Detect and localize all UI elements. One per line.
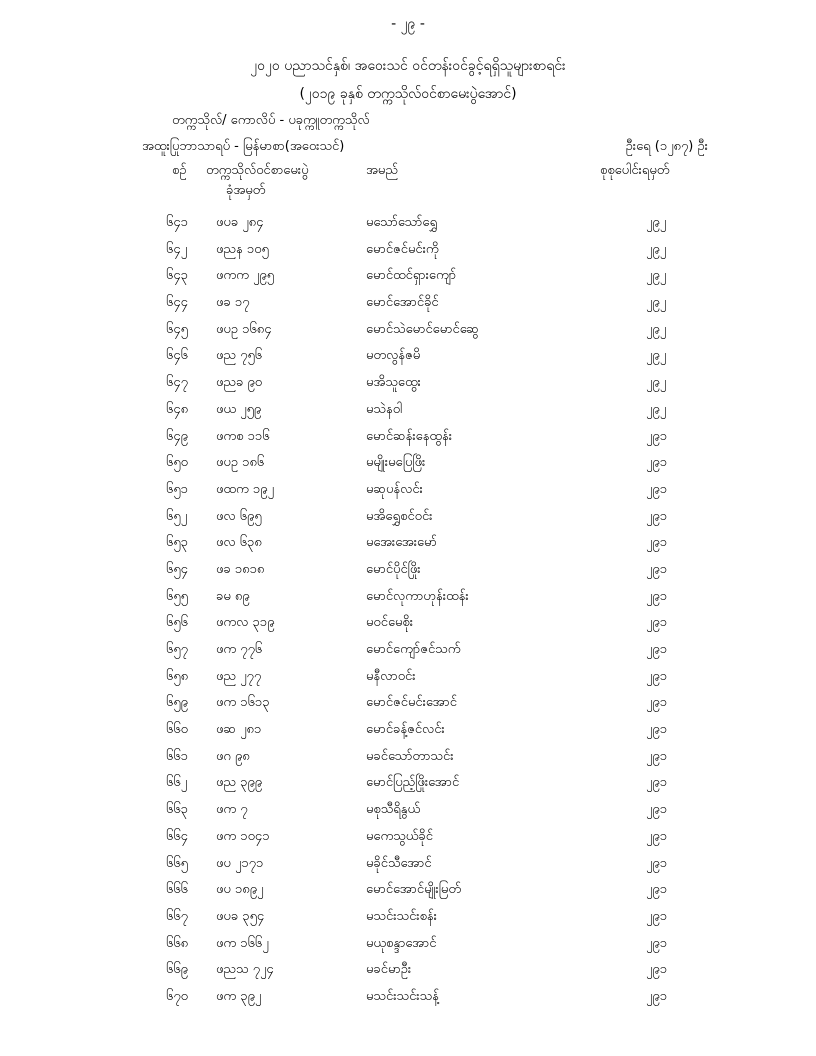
roll-number: ဖကစ ၁၁၆ (216, 428, 270, 444)
roll-number: ဖက ၇၇၆ (216, 642, 263, 657)
table-row (0, 935, 816, 962)
table-row (0, 401, 816, 428)
table-row (0, 988, 816, 1015)
total-marks: ၂၉၁ (646, 882, 668, 898)
row-number: ၆၅၅ (166, 588, 188, 604)
row-number: ၆၆၆ (166, 882, 188, 898)
total-marks: ၂၉၂ (646, 295, 667, 311)
student-name: မောင်ကျော်ဇင်သက် (366, 642, 461, 657)
total-marks: ၂၉၁ (646, 588, 668, 604)
table-row (0, 855, 816, 882)
student-name: မခင်မာဦး (366, 962, 412, 978)
table-row (0, 881, 816, 908)
document-subtitle: (၂၀၁၉ ခုနှစ် တက္ကသိုလ်ဝင်စာမေးပွဲအောင်) (299, 86, 517, 102)
total-marks: ၂၉၁ (646, 802, 668, 818)
student-name: မောင်ခန့်ဇင်လင်း (366, 722, 445, 738)
row-number: ၆၅၂ (166, 508, 188, 524)
row-number: ၆၅၀ (166, 455, 188, 471)
table-row (0, 374, 816, 401)
student-name: မစုသီရိနွယ် (366, 802, 421, 818)
row-number: ၆၅၉ (166, 695, 188, 711)
table-row (0, 508, 816, 535)
row-number: ၆၅၄ (166, 561, 188, 577)
row-number: ၆၆၂ (166, 775, 188, 791)
total-marks: ၂၉၂ (646, 321, 667, 337)
university-line: တက္ကသိုလ်/ ကောလိပ် - ပခုက္ကူတက္ကသိုလ် (172, 113, 370, 128)
results-list (0, 214, 816, 1015)
row-number: ၆၆၃ (166, 802, 188, 818)
roll-number: ဖပ ၂၁၇၁ (216, 855, 264, 871)
total-marks: ၂၉၁ (646, 481, 668, 497)
total-marks: ၂၉၁ (646, 615, 668, 631)
roll-number: ဖခ ၁၈၁၈ (216, 561, 265, 577)
table-row (0, 828, 816, 855)
student-name: မသော်သော်ရွှေ (366, 215, 438, 230)
table-row (0, 801, 816, 828)
total-marks: ၂၉၁ (646, 962, 668, 978)
student-name: မသင်းသင်းစန်း (366, 908, 437, 924)
roll-number: ဖညသ ၇၂၄ (216, 962, 274, 978)
student-name: မအိရွှေစင်ဝင်း (366, 508, 433, 524)
student-name: မနီလာဝင်း (366, 668, 416, 684)
table-row (0, 641, 816, 668)
total-marks: ၂၉၂ (646, 348, 667, 364)
total-marks: ၂၉၁ (646, 855, 668, 871)
student-name: မဆုပန်လင်း (366, 481, 423, 497)
student-name: မသဲနဝါ (366, 401, 403, 417)
table-row (0, 267, 816, 294)
roll-number: ဖပခ ၃၅၄ (216, 908, 265, 924)
roll-number: ဖည ၃၉၉ (216, 775, 263, 791)
student-name: မောင်ထင်ရှားကျော် (366, 268, 457, 284)
total-marks: ၂၉၁ (646, 668, 668, 684)
total-marks: ၂၉၁ (646, 561, 668, 577)
student-name: မကေသွယ်ခိုင် (366, 828, 433, 844)
column-header-roll-sub: ခုံအမှတ် (226, 183, 266, 198)
table-row (0, 908, 816, 935)
table-row (0, 534, 816, 561)
total-marks: ၂၉၁ (646, 988, 668, 1004)
row-number: ၆၄၂ (166, 241, 188, 257)
total-marks: ၂၉၁ (646, 642, 668, 657)
row-number: ၆၅၃ (166, 535, 188, 551)
major-subject-line: အထူးပြုဘာသာရပ် - မြန်မာစာ(အဝေးသင်) (142, 139, 345, 154)
roll-number: ဖဆ ၂၈၁ (216, 722, 262, 738)
row-number: ၆၅၆ (166, 615, 188, 631)
roll-number: ဖခ ၁၇ (216, 295, 250, 311)
row-number: ၆၆၈ (166, 935, 189, 951)
row-number: ၆၇၀ (166, 988, 188, 1004)
roll-number: ဖကက ၂၉၅ (216, 268, 275, 284)
table-row (0, 294, 816, 321)
table-row (0, 347, 816, 374)
table-row (0, 454, 816, 481)
row-number: ၆၆၇ (166, 908, 188, 924)
student-name: မခိုင်သီအောင် (366, 855, 432, 871)
total-marks: ၂၉၂ (646, 215, 667, 230)
roll-number: ဖညန ၁၀၅ (216, 241, 269, 257)
total-marks: ၂၉၁ (646, 775, 668, 791)
total-marks: ၂၉၁ (646, 722, 668, 738)
document-title: ၂၀၂၀ ပညာသင်နှစ်၊ အဝေးသင် ဝင်တန်းဝင်ခွင့်ရရှိသူများစာရင်း (250, 58, 566, 74)
student-name: မောင်အောင်မျိုးမြတ် (366, 882, 461, 898)
student-name: မသင်းသင်းသန့် (366, 988, 439, 1004)
student-name: မတလွန်ဇမိ (366, 348, 421, 364)
student-name: မယုစန္ဒာအောင် (366, 935, 437, 951)
student-name: မောင်အောင်ခိုင် (366, 295, 439, 311)
total-marks: ၂၉၂ (646, 241, 667, 257)
roll-number: ဖပဥ ၁၈၆ (216, 455, 265, 471)
roll-number: ဖကလ ၃၁၉ (216, 615, 275, 631)
total-marks: ၂၉၁ (646, 455, 668, 471)
table-row (0, 721, 816, 748)
total-marks: ၂၉၁ (646, 828, 668, 844)
total-marks: ၂၉၁ (646, 908, 668, 924)
row-number: ၆၄၉ (166, 428, 188, 444)
roll-number: ဖပဥ ၁၆၈၄ (216, 321, 272, 337)
table-row (0, 668, 816, 695)
student-name: မောင်ဇင်မင်းအောင် (366, 695, 457, 711)
table-row (0, 214, 816, 241)
student-name: မခင်သော်တာသင်း (366, 748, 454, 764)
total-marks: ၂၉၁ (646, 695, 668, 711)
total-marks: ၂၉၁ (646, 428, 668, 444)
student-name: မောင်ဇင်မင်းကို (366, 241, 439, 257)
roll-number: ဖက ၁၆၆၂ (216, 935, 269, 951)
roll-number: ဖဂ ၉၈ (216, 748, 250, 764)
column-header-name: အမည် (366, 163, 398, 178)
roll-number: ဖပ ၁၈၉၂ (216, 882, 264, 898)
table-row (0, 481, 816, 508)
roll-number: ဖထက ၁၉၂ (216, 481, 274, 497)
row-number: ၆၆၅ (166, 855, 188, 871)
table-row (0, 588, 816, 615)
roll-number: ဖက ၇ (216, 802, 248, 818)
roll-number: ဖက ၁၀၄၁ (216, 828, 270, 844)
table-row (0, 614, 816, 641)
total-marks: ၂၉၁ (646, 748, 668, 764)
column-header-roll: တက္ကသိုလ်ဝင်စာမေးပွဲ (206, 163, 309, 178)
column-header-no: စဉ် (172, 163, 187, 178)
total-marks: ၂၉၁ (646, 535, 668, 551)
student-name: မောင်ပြည့်ဖြိုးအောင် (366, 775, 460, 791)
table-row (0, 241, 816, 268)
total-marks: ၂၉၂ (646, 375, 667, 391)
roll-number: ဖည ၇၅၆ (216, 348, 263, 364)
table-row (0, 961, 816, 988)
total-marks: ၂၉၂ (646, 268, 667, 284)
row-number: ၆၄၄ (166, 295, 188, 311)
row-number: ၆၄၃ (166, 268, 188, 284)
table-row (0, 694, 816, 721)
row-number: ၆၅၈ (166, 668, 189, 684)
row-number: ၆၅၁ (166, 481, 188, 497)
table-row (0, 774, 816, 801)
table-row (0, 428, 816, 455)
student-name: မအိသူထွေး (366, 375, 421, 391)
student-name: မောင်ပိုင်ဖြိုး (366, 561, 421, 577)
table-row (0, 748, 816, 775)
row-number: ၆၄၁ (166, 215, 188, 230)
roll-number: ဖည ၂၇၇ (216, 668, 262, 684)
student-name: မဝင်မေစိုး (366, 615, 414, 631)
row-number: ၆၆၄ (166, 828, 188, 844)
student-name: မောင်ဆန်းနေထွန်း (366, 428, 453, 444)
student-name: မောင်သဲမောင်မောင်ဆွေ (366, 321, 479, 337)
page-number: - ၂၉ - (391, 16, 425, 32)
table-row (0, 321, 816, 348)
total-marks: ၂၉၁ (646, 935, 668, 951)
column-header-marks: စုစုပေါင်းရမှတ် (600, 163, 670, 178)
total-marks: ၂၉၂ (646, 401, 667, 417)
roll-number: ဖပခ ၂၈၄ (216, 215, 264, 230)
row-number: ၆၄၆ (166, 348, 188, 364)
table-row (0, 561, 816, 588)
student-name: မောင်လုကာဟုန်းထန်း (366, 588, 469, 604)
roll-number: ဖလ ၆၉၅ (216, 508, 262, 524)
student-name: မမျိုးမပြေဖြိး (366, 455, 426, 471)
student-name: မအေးအေးမော် (366, 535, 437, 551)
total-count: ဦးရေ (၁၂၈၇) ဦး (625, 139, 708, 154)
row-number: ၆၆၀ (166, 722, 188, 738)
roll-number: ဖက ၁၆၁၃ (216, 695, 270, 711)
row-number: ၆၅၇ (166, 642, 188, 657)
roll-number: ဖညခ ၉၀ (216, 375, 263, 391)
row-number: ၆၆၉ (166, 962, 188, 978)
row-number: ၆၆၁ (166, 748, 188, 764)
roll-number: ဖယ ၂၅၉ (216, 401, 262, 417)
roll-number: ဖက ၃၉၂ (216, 988, 262, 1004)
row-number: ၆၄၈ (166, 401, 189, 417)
row-number: ၆၄၇ (166, 375, 188, 391)
row-number: ၆၄၅ (166, 321, 188, 337)
roll-number: ခမ ၈၉ (216, 588, 250, 604)
total-marks: ၂၉၁ (646, 508, 668, 524)
roll-number: ဖလ ၆၃၈ (216, 535, 262, 551)
